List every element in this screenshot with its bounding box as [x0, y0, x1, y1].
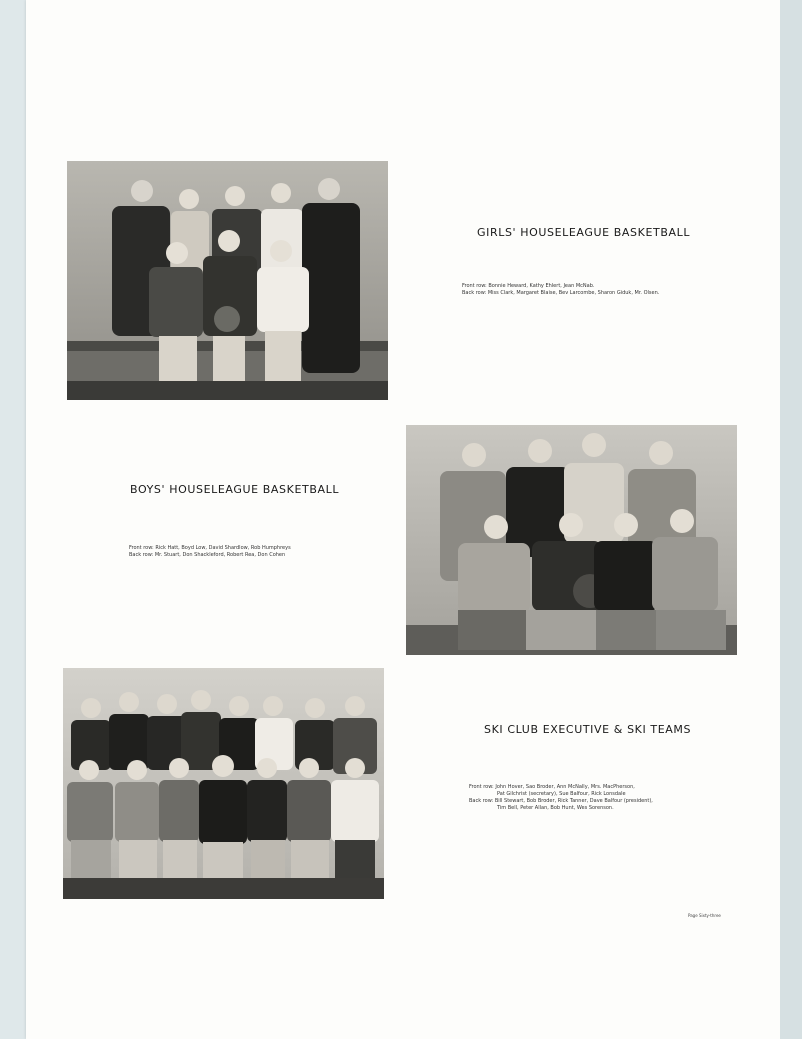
caption-back-row — [129, 552, 291, 559]
caption-names: Mr. Stuart, Don Shackleford, Robert Rea, Don Cohen — [154, 552, 286, 558]
caption-names: Rick Hatt, Boyd Low, David Shardlow, Rob Humphreys — [155, 545, 291, 551]
caption-label: Back row: — [129, 552, 154, 558]
caption-front-row-continued — [469, 791, 653, 798]
caption-label: Front row: — [129, 545, 154, 551]
caption-names: Bill Stewart, Bob Broder, Rick Tanner, Dave Balfour (president), — [494, 798, 653, 804]
page-edge — [780, 0, 802, 1039]
caption-names: John Hover, Sao Broder, Ann McNally, Mrs. MacPherson, — [495, 784, 635, 790]
page-number: Page Sixty-three — [688, 913, 721, 918]
caption-names: Bonnie Heward, Kathy Ehlert, Jean McNab. — [488, 283, 595, 289]
caption-front-row — [462, 283, 659, 290]
caption-back-row-continued — [469, 805, 653, 812]
caption-back-row — [469, 798, 653, 805]
caption-back-row — [462, 290, 659, 297]
ski-section-title: SKI CLUB EXECUTIVE & SKI TEAMS — [484, 723, 692, 736]
caption-label: Back row: — [462, 290, 487, 296]
caption-label: Front row: — [469, 784, 494, 790]
boys-section-title: BOYS' HOUSELEAGUE BASKETBALL — [130, 483, 340, 496]
girls-section-title: GIRLS' HOUSELEAGUE BASKETBALL — [477, 226, 691, 239]
caption-names: Tim Bell, Peter Allan, Bob Hunt, Wes Sorenson. — [497, 805, 614, 811]
boys-team-photo — [406, 425, 737, 655]
ski-club-photo — [63, 668, 384, 899]
girls-caption — [462, 283, 659, 297]
caption-names: Miss Clark, Margaret Blaise, Bev Larcombe, Sharon Giduk, Mr. Olsen. — [487, 290, 660, 296]
caption-names: Pat Gilchrist (secretary), Sue Balfour, Rick Lonsdale — [497, 791, 626, 797]
caption-label: Front row: — [462, 283, 487, 289]
girls-team-photo — [67, 161, 388, 400]
caption-front-row — [469, 784, 653, 791]
caption-label: Back row: — [469, 798, 494, 804]
caption-front-row — [129, 545, 291, 552]
ski-caption — [469, 784, 653, 812]
boys-caption — [129, 545, 291, 559]
